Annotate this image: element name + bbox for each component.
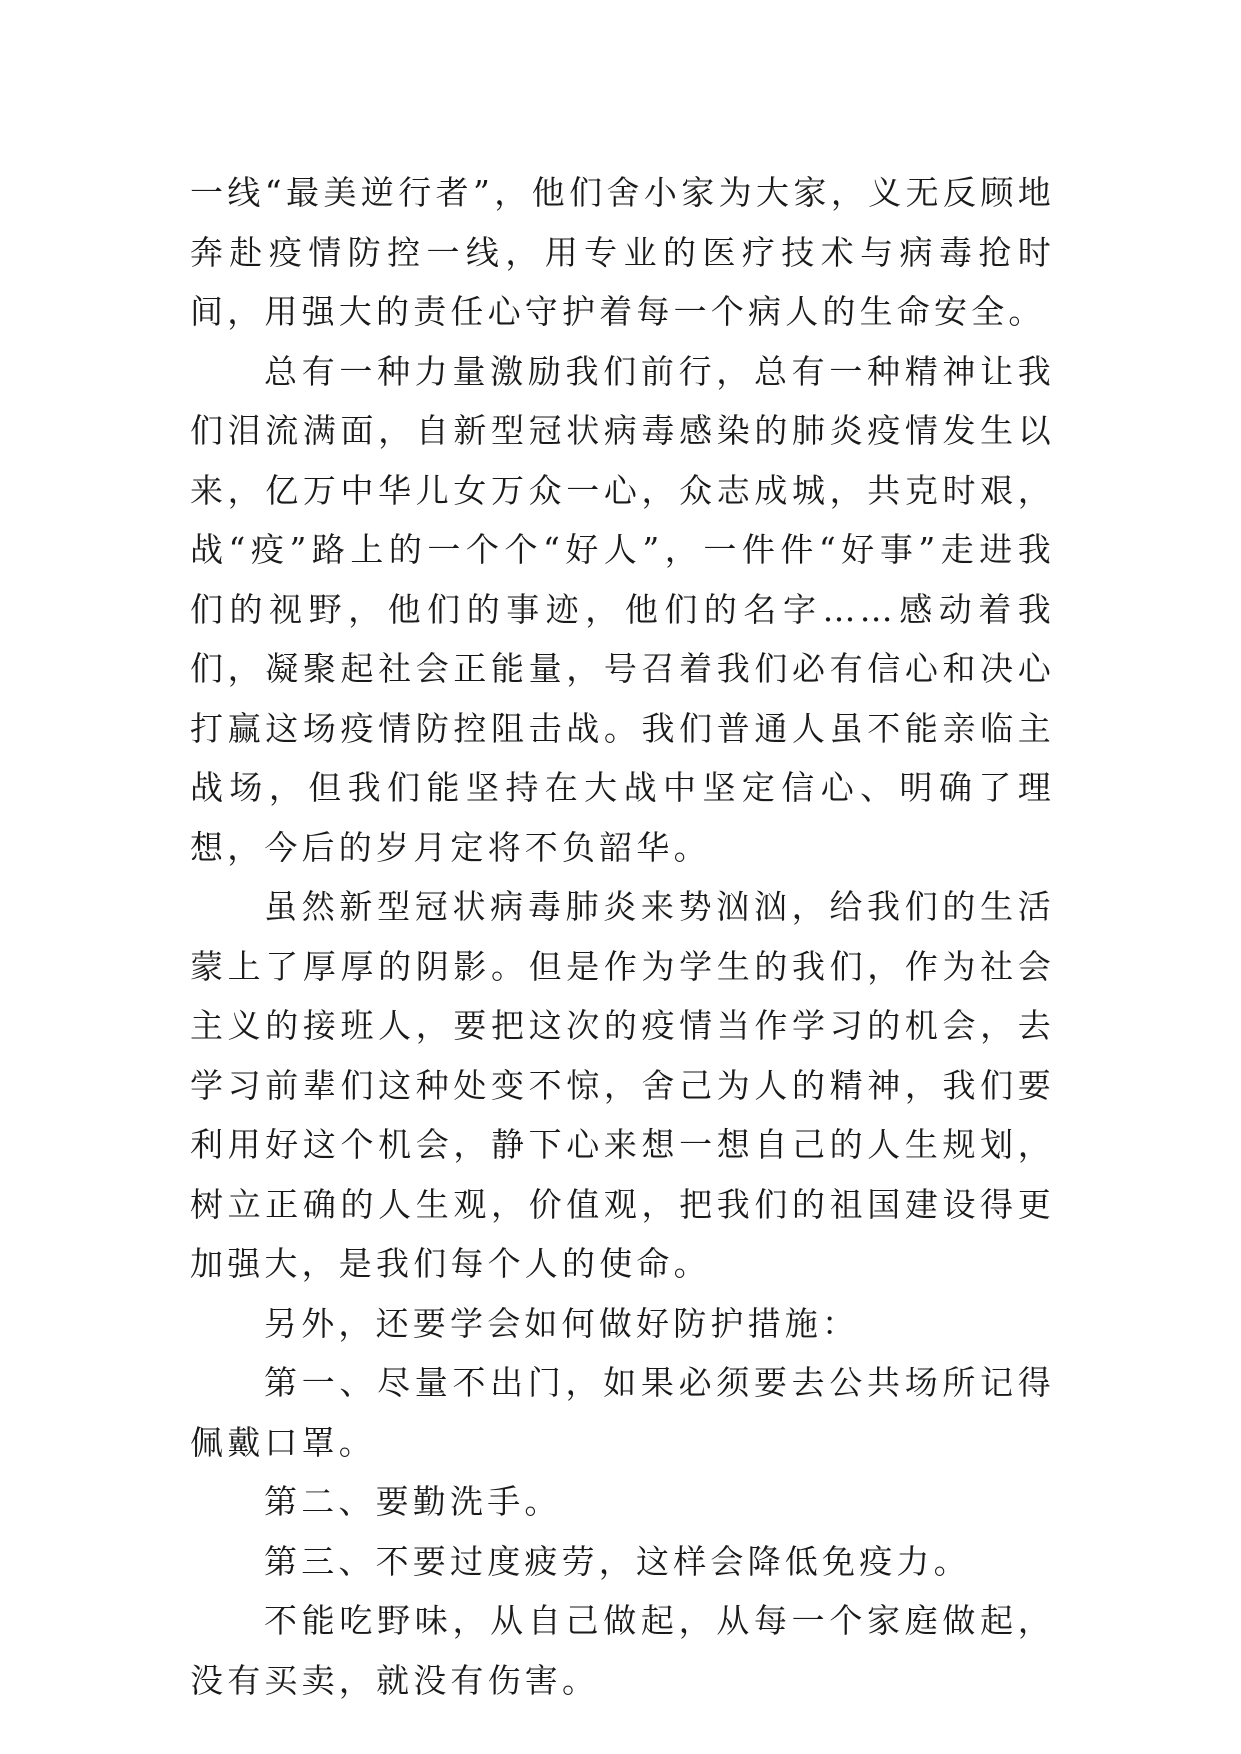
- paragraph-8: 不能吃野味，从自己做起，从每一个家庭做起，没有买卖，就没有伤害。: [190, 1601, 1055, 1700]
- paragraph-3: 虽然新型冠状病毒肺炎来势汹汹，给我们的生活蒙上了厚厚的阴影。但是作为学生的我们，作为社会主义的接班人，要把这次的疫情当作学习的机会，去学习前辈们这种处变不惊，舍己为人的精神，我们要利用好这个机会，静下心来想一想自己的人生规划，树立正确的人生观，价值观，把我们的祖国建设得更加强大，是我们每个人的使命。: [190, 887, 1055, 1283]
- paragraph-5: 第一、尽量不出门，如果必须要去公共场所记得佩戴口罩。: [190, 1363, 1055, 1462]
- paragraph-2: 总有一种力量激励我们前行，总有一种精神让我们泪流满面，自新型冠状病毒感染的肺炎疫情发生以来，亿万中华儿女万众一心，众志成城，共克时艰，战“疫”路上的一个个“好人”，一件件“好事”走进我们的视野，他们的事迹，他们的名字……感动着我们，凝聚起社会正能量，号召着我们必有信心和决心打赢这场疫情防控阻击战。我们普通人虽不能亲临主战场，但我们能坚持在大战中坚定信心、明确了理想，今后的岁月定将不负韶华。: [190, 351, 1055, 867]
- document-body: [190, 163, 1055, 1710]
- paragraph-7: 第三、不要过度疲劳，这样会降低免疫力。: [264, 1541, 971, 1581]
- paragraph-4: 另外，还要学会如何做好防护措施：: [264, 1303, 860, 1343]
- paragraph-1: 一线“最美逆行者”，他们舍小家为大家，义无反顾地奔赴疫情防控一线，用专业的医疗技术与病毒抢时间，用强大的责任心守护着每一个病人的生命安全。: [190, 173, 1055, 331]
- paragraph-6: 第二、要勤洗手。: [264, 1482, 562, 1521]
